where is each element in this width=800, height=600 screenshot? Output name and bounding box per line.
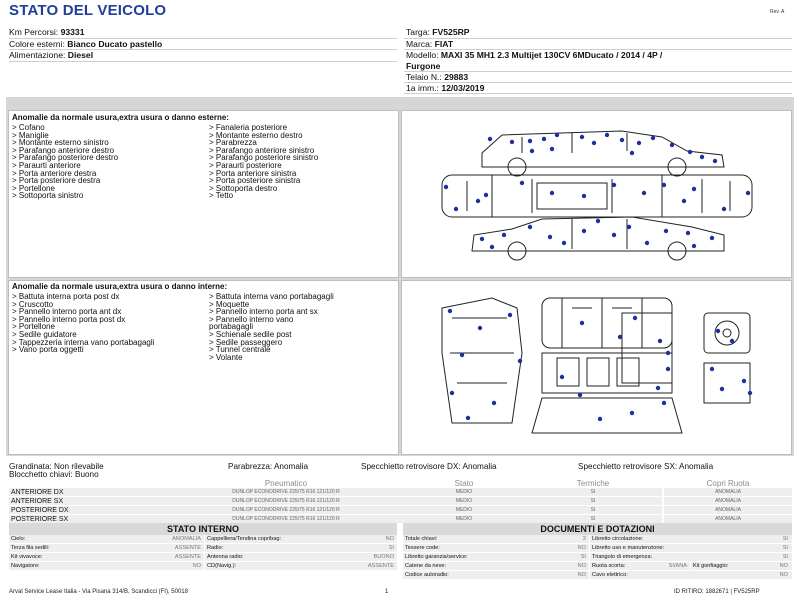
model-row [406,50,662,60]
internal-diagram-panel [401,280,792,455]
kv-value: NO [577,545,586,551]
kv-key: Libretto garanzia/service: [405,554,468,560]
kv-value: ASSENTE [367,563,394,569]
kv-key: Tessere code: [405,545,440,551]
damage-markers [448,309,752,421]
model-value-2: Furgone [406,61,441,71]
wheel-cover: ANOMALIA [715,516,741,522]
kv-key: Libretto uso e manutenzione: [592,545,665,551]
internal-damage-panel [8,280,399,455]
kv-key: Kit gonfiaggio: [693,563,729,569]
table-row [9,544,397,553]
internal-damage-list-1 [12,293,207,354]
damage-markers [444,133,750,249]
tyre-header-copriruota: Copri Ruota [706,479,750,488]
kv-key: Antenna radio: [207,554,244,560]
kv-key: Catene da neve: [405,563,447,569]
wheel-cover: ANOMALIA [715,507,741,513]
registration-row [406,83,484,93]
table-row [9,562,397,571]
kv-key: Cielo: [11,536,26,542]
windshield-status: Parabrezza: Anomalia [228,462,309,471]
fuel-value: Diesel [67,50,94,60]
documents-title: DOCUMENTI E DOTAZIONI [403,523,792,535]
divider [404,38,792,39]
list-item: > Pannello interno vano portabagagli [209,314,294,332]
kv-value: ANOMALIA [172,536,201,542]
external-damage-title: Anomalie da normale usura,extra usura o danno esterne: [12,113,229,122]
model-value: MAXI 35 MH1 2.3 Multijet 130CV 6MDucato / 2014 / 4P / [440,50,663,60]
list-item: > Vano porta oggetti [12,345,84,355]
table-row [403,544,792,553]
internal-damage-list-2 [209,293,389,361]
kv-value: NO [779,572,788,578]
table-row [9,506,662,515]
list-item: > Pannello interno porta post dx [12,314,126,324]
key-lock-status: Blocchetto chiavi: Buono [9,470,99,479]
list-item: > Battuta interna porta post dx [12,292,120,301]
tyre-model: DUNLOP ECONODRIVE 225/75 R16 121/120 R [232,516,340,522]
list-item: > Cofano [12,123,45,132]
car-exterior-diagram [432,123,762,269]
chassis-row [406,72,468,82]
internal-damage-title: Anomalie da normale usura,extra usura o danno interne: [12,282,228,291]
kv-value: NO [385,536,394,542]
list-item: > Parafango anteriore sinistro [209,145,315,155]
list-item: > Sedile passeggero [209,337,283,347]
kv-key: Triangolo di emergenza: [592,554,653,560]
list-item: > Maniglie [12,130,49,140]
kv-value: NO [192,563,201,569]
tyre-model: DUNLOP ECONODRIVE 225/75 R16 121/120 R [232,507,340,513]
table-row [9,497,662,506]
fuel-label: Alimentazione: [9,50,68,60]
km-label: Km Percorsi: [9,27,61,37]
divider [9,61,397,62]
tyre-thermal: SI [590,507,596,513]
list-item: > Porta posteriore sinistra [209,176,301,186]
kv-value: NO [779,563,788,569]
footer-id: ID RITIRO: 1882671 | FV525RP [674,589,760,595]
kv-value: ASSENTE [174,545,201,551]
mirror-right-status: Specchietto retrovisore DX: Anomalia [361,462,497,471]
list-item: > Porta anteriore destra [12,168,97,178]
list-item: > Moquette [209,299,250,309]
table-row [403,562,792,571]
list-item: > Portellone [12,183,55,193]
plate-value: FV525RP [432,27,470,37]
tyre-thermal: SI [590,498,596,504]
page-number: 1 [385,589,389,595]
tyre-state: MEDIO [455,507,473,513]
list-item: > Montante esterno sinistro [12,138,109,148]
kv-key: Totale chiavi: [405,536,438,542]
kv-key: Kit vivavoce: [11,554,43,560]
external-damage-panel [8,110,399,278]
kv-value: SI [782,554,788,560]
kv-value: 2 [582,536,586,542]
tyre-model: DUNLOP ECONODRIVE 225/75 R16 121/120 R [232,489,340,495]
section-bar [6,97,794,109]
tyre-position: ANTERIORE SX [11,498,64,505]
list-item: > Pannello interno porta ant sx [209,307,318,317]
mirror-left-status: Specchietto retrovisore SX: Anomalia [578,462,714,471]
list-item: > Porta anteriore sinistra [209,168,297,178]
kv-value: BUONO [373,554,394,560]
hail-status: Grandinata: Non rilevabile [9,462,104,471]
external-damage-list-2 [209,124,318,200]
tyre-header-pneumatico: Pneumatico [264,479,308,488]
table-row [9,535,397,544]
list-item: > Schienale sedile post [209,329,292,339]
kv-value: SI [388,545,394,551]
model-row-2 [406,61,440,71]
list-item: > Tunnel centrale [209,345,271,355]
tyre-position: ANTERIORE DX [11,489,64,496]
table-row [403,535,792,544]
table-row [664,488,792,497]
plate-label: Targa: [406,27,433,37]
kv-key: Codice autoradio: [405,572,449,578]
internal-state-title: STATO INTERNO [9,523,397,535]
table-row [403,571,792,580]
list-item: > Portellone [12,322,55,332]
car-exterior-drawing [432,123,762,269]
km-row [9,27,84,37]
car-interior-drawing [432,293,772,443]
list-item: > Fanaleria posteriore [209,123,288,132]
model-label: Modello: [406,50,441,60]
list-item: > Sottoporta destro [209,183,278,193]
kv-value: ASSENTE [174,554,201,560]
table-row [403,553,792,562]
plate-row [406,27,470,37]
registration-value: 12/03/2019 [441,83,485,93]
list-item: > Paraurti anteriore [12,160,81,170]
list-item: > Montante esterno destro [209,130,303,140]
list-item: > Paraurti posteriore [209,160,282,170]
kv-value: SI [782,545,788,551]
table-row [664,506,792,515]
km-value: 93331 [60,27,85,37]
list-item: > Parabrezza [209,138,257,148]
brand-value: FIAT [434,39,454,49]
kv-value: NO [577,572,586,578]
kv-key: Libretto circolazione: [592,536,644,542]
wheel-cover: ANOMALIA [715,498,741,504]
registration-label: 1a imm.: [406,83,442,93]
external-diagram-panel [401,110,792,278]
list-item: > Sottoporta sinistro [12,191,84,201]
kv-key: Cappelliera/Tendina copribag: [207,536,282,542]
list-item: > Parafango posteriore destro [12,153,119,163]
kv-key: CD(Navig.): [207,563,237,569]
kv-value: NO [577,563,586,569]
kv-key: Terza fila sedili: [11,545,50,551]
tyre-thermal: SI [590,489,596,495]
list-item: > Tappezzeria interna vano portabagagli [12,337,155,347]
fuel-row [9,50,93,60]
external-damage-list-1 [12,124,118,200]
list-item: > Tetto [209,191,234,201]
kv-key: Ruota scorta: [592,563,626,569]
list-item: > Porta posteriore destra [12,176,101,186]
revision-label: Rev. A [770,9,785,15]
wheel-cover: ANOMALIA [715,489,741,495]
tyre-state: MEDIO [455,516,473,522]
tyre-position: POSTERIORE SX [11,516,69,523]
tyre-state: MEDIO [455,489,473,495]
list-item: > Battuta interna vano portabagagli [209,292,334,301]
table-row [664,497,792,506]
chassis-label: Telaio N.: [406,72,445,82]
chassis-value: 29883 [444,72,469,82]
footer-address: Arval Service Lease Italia - Via Pisana 314/B, Scandicci (FI), 50018 [9,589,188,595]
tyre-header-termiche: Termiche [576,479,610,488]
car-interior-diagram [432,293,772,443]
list-item: > Parafango anteriore destro [12,145,115,155]
color-label: Colore esterni: [9,39,68,49]
table-row [9,553,397,562]
list-item: > Sedile guidatore [12,329,77,339]
tyre-model: DUNLOP ECONODRIVE 225/75 R16 121/120 R [232,498,340,504]
kv-value: SI/ANA [668,563,687,569]
kv-value: SI [782,536,788,542]
color-value: Bianco Ducato pastello [67,39,163,49]
list-item: > Pannello interno porta ant dx [12,307,122,317]
brand-row [406,39,453,49]
kv-key: Navigatore: [11,563,40,569]
brand-label: Marca: [406,39,435,49]
kv-key: Radio: [207,545,224,551]
color-row [9,39,162,49]
list-item: > Cruscotto [12,299,54,309]
list-item: > Volante [209,352,243,362]
tyre-thermal: SI [590,516,596,522]
kv-value: SI [580,554,586,560]
table-row [9,488,662,497]
list-item: > Parafango posteriore sinistro [209,153,319,163]
tyre-header-stato: Stato [454,479,474,488]
tyre-state: MEDIO [455,498,473,504]
kv-key: Cavo elettrico: [592,572,628,578]
page-title: STATO DEL VEICOLO [9,2,167,19]
divider [404,93,792,94]
tyre-position: POSTERIORE DX [11,507,69,514]
